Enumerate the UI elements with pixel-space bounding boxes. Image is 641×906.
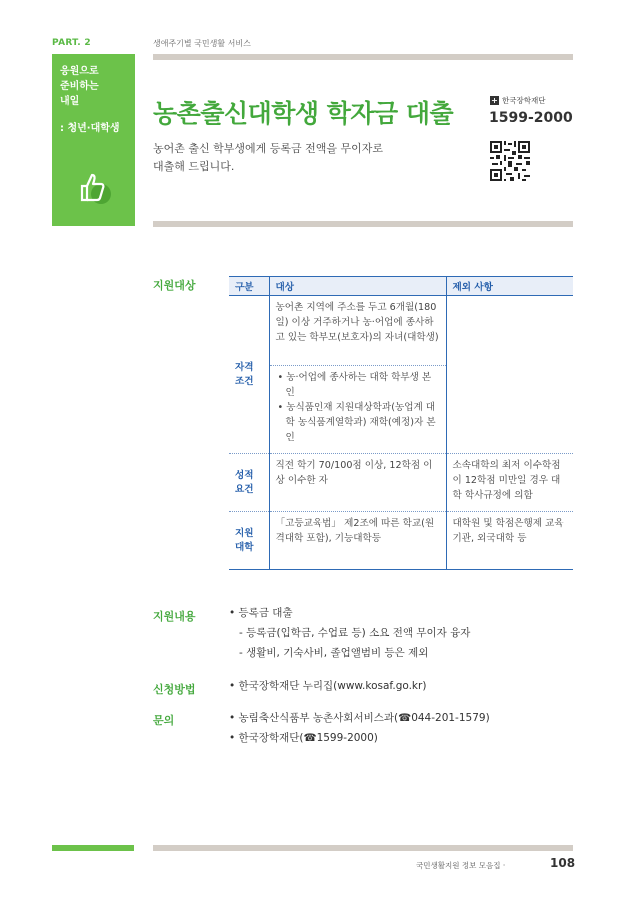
grades-exclusion: 소속대학의 최저 이수학점이 12학점 미만일 경우 대학 학사규정에 의함 — [446, 454, 573, 512]
qualification-cell-1: 농어촌 지역에 주소를 두고 6개월(180일) 이상 거주하거나 농·어업에 종사하고 있는 학부모(보호자)의 자녀(대학생) — [269, 296, 446, 366]
contact-org — [490, 95, 545, 106]
qualification-exclusion — [446, 296, 573, 454]
eligibility-table — [229, 276, 573, 570]
grades-target: 직전 학기 70/100점 이상, 12학점 이상 이수한 자 — [269, 454, 446, 512]
section-divider — [153, 221, 573, 227]
inquiry-list — [229, 708, 490, 748]
content-list — [229, 603, 470, 663]
table-row — [229, 296, 573, 366]
tab-line-3: 내일 — [60, 96, 80, 107]
apply-section-label: 신청방법 — [153, 683, 196, 696]
footer-divider — [153, 845, 573, 851]
inquiry-item-1: • 농림축산식품부 농촌사회서비스과(☎044-201-1579) — [229, 712, 490, 724]
series-label: 생애주기별 국민생활 서비스 — [153, 39, 251, 48]
footer-accent-bar — [52, 845, 134, 851]
lead-text — [153, 140, 453, 176]
content-section-label: 지원내용 — [153, 610, 196, 623]
part-label: PART. 2 — [52, 38, 91, 48]
col-header-category: 구분 — [229, 277, 269, 296]
page-number: 108 — [550, 856, 576, 870]
inquiry-section-label: 문의 — [153, 714, 175, 727]
row-label-grades: 성적 요건 — [229, 454, 269, 512]
row-label-qualification: 자격 조건 — [229, 296, 269, 454]
top-divider — [153, 54, 573, 60]
page-title: 농촌출신대학생 학자금 대출 — [153, 99, 454, 128]
tab-target: : 청년·대학생 — [60, 123, 120, 134]
plus-icon: + — [491, 96, 498, 105]
col-header-exclusion: 제외 사항 — [446, 277, 573, 296]
footer-book-title: 국민생활지원 정보 모음집 · — [416, 861, 506, 870]
contact-org-name: 한국장학재단 — [502, 96, 546, 105]
target-section-label: 지원대상 — [153, 279, 196, 292]
row-label-university: 지원 대학 — [229, 512, 269, 570]
content-sub-2: - 생활비, 기숙사비, 졸업앨범비 등은 제외 — [239, 647, 429, 659]
col-header-target: 대상 — [269, 277, 446, 296]
qr-code-icon[interactable] — [490, 141, 530, 181]
tab-line-1: 응원으로 — [60, 66, 99, 77]
qualification-cell-2 — [269, 366, 446, 454]
content-item-1: • 등록금 대출 — [229, 607, 293, 619]
category-tab — [52, 54, 135, 226]
contact-phone: 1599-2000 — [489, 110, 573, 126]
table-row — [229, 454, 573, 512]
university-target: 「고등교육법」 제2조에 따른 학교(원격대학 포함), 기능대학등 — [269, 512, 446, 570]
qualification-bullet-1: • 농·어업에 종사하는 대학 학부생 본인 — [277, 372, 432, 398]
qualification-bullet-2: • 농식품인재 지원대상학과(농업계 대학 농식품계열학과) 재학(예정)자 본인 — [277, 402, 436, 443]
thumbs-up-icon — [79, 172, 113, 206]
table-row — [229, 512, 573, 570]
content-sub-1: - 등록금(입학금, 수업료 등) 소요 전액 무이자 융자 — [239, 627, 471, 639]
tab-line-2: 준비하는 — [60, 81, 99, 92]
inquiry-item-2: • 한국장학재단(☎1599-2000) — [229, 732, 378, 744]
university-exclusion: 대학원 및 학점은행제 교육기관, 외국대학 등 — [446, 512, 573, 570]
lead-line-2: 대출해 드립니다. — [153, 160, 235, 173]
lead-line-1: 농어촌 출신 학부생에게 등록금 전액을 무이자로 — [153, 142, 384, 155]
apply-item-1[interactable]: • 한국장학재단 누리집(www.kosaf.go.kr) — [229, 680, 427, 692]
